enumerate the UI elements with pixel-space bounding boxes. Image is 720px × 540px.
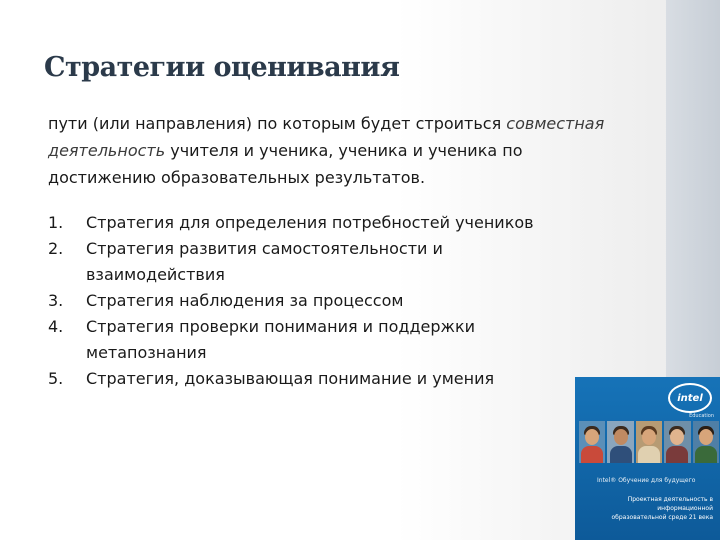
list-text: Стратегия наблюдения за процессом bbox=[86, 291, 404, 310]
list-item bbox=[48, 236, 568, 288]
list-number: 2. bbox=[48, 239, 64, 258]
list-text: Стратегия для определения потребностей учеников bbox=[86, 213, 534, 232]
list-text: Стратегия, доказывающая понимание и умения bbox=[86, 369, 495, 388]
book-cover-image bbox=[575, 377, 720, 540]
list-number: 4. bbox=[48, 317, 64, 336]
list-item bbox=[48, 314, 568, 366]
intro-text-part2: учителя и ученика, ученика и ученика по достижению образовательных результатов. bbox=[48, 141, 523, 187]
logo-subtitle: Education bbox=[689, 413, 714, 419]
intel-logo: intel bbox=[668, 383, 712, 413]
student-photo bbox=[607, 421, 633, 463]
list-number: 3. bbox=[48, 291, 64, 310]
student-photo bbox=[664, 421, 690, 463]
list-text: Стратегия развития самостоятельности и взаимодействия bbox=[86, 239, 443, 284]
intro-text-part1: пути (или направления) по которым будет строиться bbox=[48, 114, 507, 133]
student-photo bbox=[693, 421, 719, 463]
intro-emphasis: совместная деятельность bbox=[48, 114, 605, 160]
intro-paragraph bbox=[48, 110, 628, 191]
slide-title: Стратегии оценивания bbox=[44, 52, 400, 83]
list-item bbox=[48, 288, 568, 314]
list-item bbox=[48, 210, 568, 236]
list-number: 5. bbox=[48, 369, 64, 388]
cover-subtitle: Проектная деятельность в информационной образовательной среде 21 века bbox=[611, 496, 713, 521]
list-number: 1. bbox=[48, 213, 64, 232]
cover-series-title: Intel® Обучение для будущего bbox=[597, 477, 696, 484]
cover-photo-strip bbox=[579, 421, 719, 463]
student-photo bbox=[636, 421, 662, 463]
list-text: Стратегия проверки понимания и поддержки метапознания bbox=[86, 317, 476, 362]
strategy-list bbox=[48, 210, 568, 392]
list-item bbox=[48, 366, 568, 392]
student-photo bbox=[579, 421, 605, 463]
